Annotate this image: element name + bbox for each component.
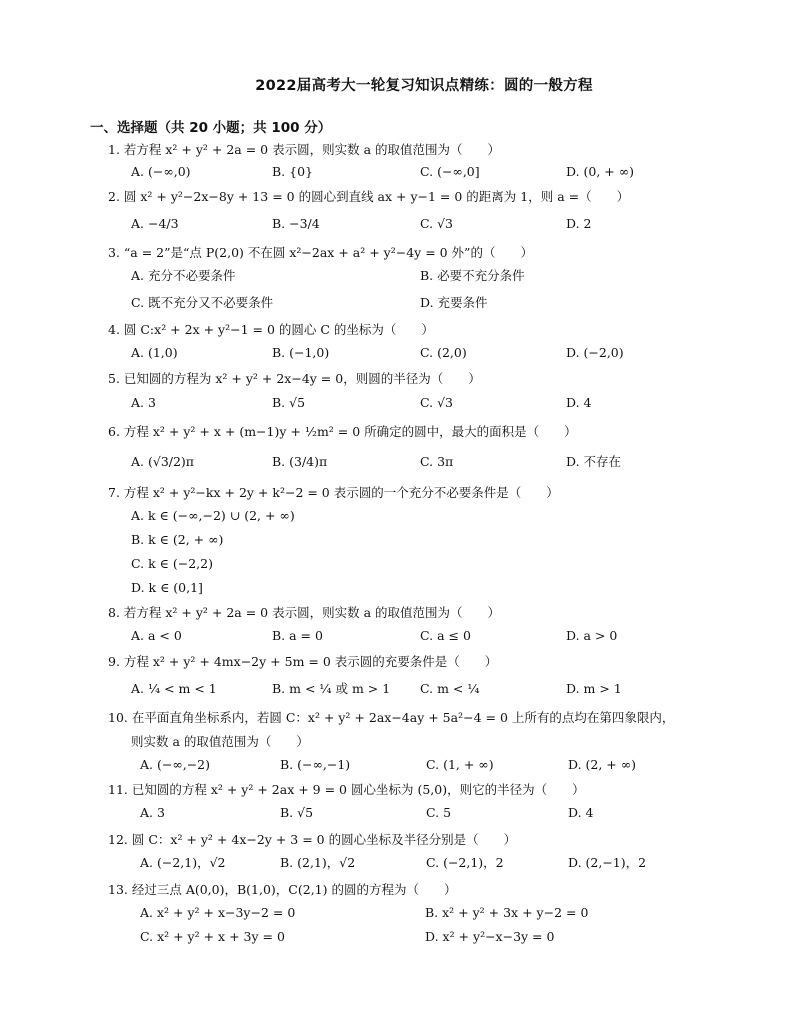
question-7-stem: 7. 方程 x² + y²−kx + 2y + k²−2 = 0 表示圆的一个充分不必要条件是（ ）: [108, 485, 559, 500]
question-5-stem: 5. 已知圆的方程为 x² + y² + 2x−4y = 0，则圆的半径为（ ）: [108, 371, 481, 386]
question-4-option-d: D. (−2,0): [566, 345, 624, 360]
question-8-option-b: B. a = 0: [272, 628, 323, 643]
question-2-option-c: C. √3: [420, 216, 453, 231]
question-7-option-a: A. k ∈ (−∞,−2) ∪ (2, + ∞): [131, 508, 295, 523]
question-6-option-a: A. (√3/2)π: [131, 454, 195, 469]
question-10-stem-continued: 则实数 a 的取值范围为（ ）: [131, 734, 309, 749]
question-9-option-d: D. m > 1: [566, 681, 622, 696]
question-10-option-a: A. (−∞,−2): [140, 757, 211, 772]
question-13-option-d: D. x² + y²−x−3y = 0: [425, 929, 555, 944]
question-4-option-a: A. (1,0): [131, 345, 178, 360]
question-11-option-c: C. 5: [426, 805, 452, 820]
question-12-option-a: A. (−2,1)，√2: [140, 855, 226, 870]
question-12-option-c: C. (−2,1)，2: [426, 855, 504, 870]
question-3-option-a: A. 充分不必要条件: [131, 268, 236, 283]
question-10-option-b: B. (−∞,−1): [280, 757, 351, 772]
question-4-stem: 4. 圆 C:x² + 2x + y²−1 = 0 的圆心 C 的坐标为（ ）: [108, 322, 434, 337]
question-5-option-d: D. 4: [566, 395, 592, 410]
question-3-option-b: B. 必要不充分条件: [420, 268, 525, 283]
question-5-option-a: A. 3: [131, 395, 156, 410]
question-2-option-b: B. −3/4: [272, 216, 320, 231]
question-1-option-c: C. (−∞,0]: [420, 164, 480, 179]
question-9-option-b: B. m < ¼ 或 m > 1: [272, 681, 391, 696]
question-8-option-c: C. a ≤ 0: [420, 628, 471, 643]
question-1-option-d: D. (0, + ∞): [566, 164, 635, 179]
page-title: 2022届高考大一轮复习知识点精练：圆的一般方程: [255, 78, 593, 94]
question-9-option-a: A. ¼ < m < 1: [131, 681, 217, 696]
question-2-option-a: A. −4/3: [131, 216, 179, 231]
question-7-option-b: B. k ∈ (2, + ∞): [131, 532, 224, 547]
question-13-option-c: C. x² + y² + x + 3y = 0: [140, 929, 285, 944]
question-6-stem: 6. 方程 x² + y² + x + (m−1)y + ½m² = 0 所确定的圆中，最大的面积是（ ）: [108, 424, 577, 439]
question-10-option-d: D. (2, + ∞): [568, 757, 637, 772]
question-8-stem: 8. 若方程 x² + y² + 2a = 0 表示圆，则实数 a 的取值范围为（ ）: [108, 605, 500, 620]
question-3-option-c: C. 既不充分又不必要条件: [131, 295, 274, 310]
question-5-option-b: B. √5: [272, 395, 306, 410]
section-heading: 一、选择题（共 20 小题；共 100 分）: [90, 120, 332, 136]
question-7-option-d: D. k ∈ (0,1]: [131, 580, 203, 595]
question-5-option-c: C. √3: [420, 395, 453, 410]
question-8-option-d: D. a > 0: [566, 628, 618, 643]
question-2-stem: 2. 圆 x² + y²−2x−8y + 13 = 0 的圆心到直线 ax + y−1 = 0 的距离为 1，则 a =（ ）: [108, 189, 630, 204]
question-10-option-c: C. (1, + ∞): [426, 757, 494, 772]
question-12-option-b: B. (2,1)，√2: [280, 855, 356, 870]
question-11-stem: 11. 已知圆的方程 x² + y² + 2ax + 9 = 0 圆心坐标为 (5,0)，则它的半径为（ ）: [108, 782, 585, 797]
question-3-option-d: D. 充要条件: [420, 295, 488, 310]
question-9-stem: 9. 方程 x² + y² + 4mx−2y + 5m = 0 表示圆的充要条件是（ ）: [108, 654, 498, 669]
question-3-stem: 3. “a = 2”是“点 P(2,0) 不在圆 x²−2ax + a² + y²−4y = 0 外”的（ ）: [108, 245, 533, 260]
question-11-option-b: B. √5: [280, 805, 314, 820]
question-1-option-b: B. {0}: [272, 164, 313, 179]
question-11-option-d: D. 4: [568, 805, 594, 820]
question-4-option-b: B. (−1,0): [272, 345, 330, 360]
question-13-stem: 13. 经过三点 A(0,0)，B(1,0)，C(2,1) 的圆的方程为（ ）: [108, 882, 457, 897]
question-9-option-c: C. m < ¼: [420, 681, 480, 696]
question-12-stem: 12. 圆 C：x² + y² + 4x−2y + 3 = 0 的圆心坐标及半径分别是（ ）: [108, 832, 517, 847]
question-4-option-c: C. (2,0): [420, 345, 467, 360]
question-10-stem: 10. 在平面直角坐标系内，若圆 C：x² + y² + 2ax−4ay + 5a²−4 = 0 上所有的点均在第四象限内，: [108, 710, 675, 725]
question-1-stem: 1. 若方程 x² + y² + 2a = 0 表示圆，则实数 a 的取值范围为（ ）: [108, 142, 500, 157]
question-6-option-b: B. (3/4)π: [272, 454, 328, 469]
question-12-option-d: D. (2,−1)，2: [568, 855, 647, 870]
question-11-option-a: A. 3: [140, 805, 165, 820]
question-8-option-a: A. a < 0: [131, 628, 182, 643]
question-13-option-b: B. x² + y² + 3x + y−2 = 0: [425, 905, 589, 920]
question-1-option-a: A. (−∞,0): [131, 164, 191, 179]
question-6-option-c: C. 3π: [420, 454, 454, 469]
question-6-option-d: D. 不存在: [566, 454, 622, 469]
question-13-option-a: A. x² + y² + x−3y−2 = 0: [140, 905, 296, 920]
question-2-option-d: D. 2: [566, 216, 592, 231]
question-7-option-c: C. k ∈ (−2,2): [131, 556, 213, 571]
